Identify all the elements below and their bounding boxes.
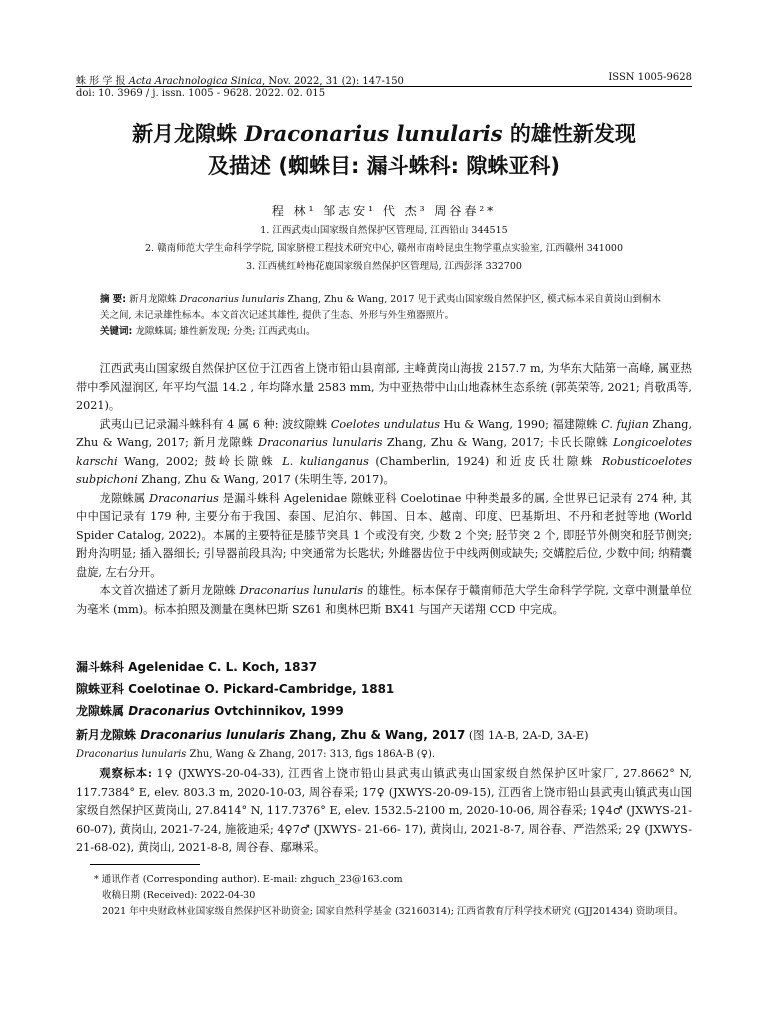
footnote-corresponding: * 通讯作者 (Corresponding author). E-mail: zhguch_23@163.com (94, 874, 403, 885)
header-rule (76, 86, 692, 87)
article-title: 新月龙隙蛛 Draconarius lunularis 的雄性新发现 及描述 (蜘蛛目: 漏斗蛛科: 隙蛛亚科) (132, 121, 636, 178)
paragraph-methods: 本文首次描述了新月龙隙蛛 Draconarius lunularis 的雄性。标本保存于赣南师范大学生命科学学院, 文章中测量单位为毫米 (mm)。标本拍照及测量在奥林巴斯 SZ61 和奥林巴斯 BX41 与国产天诺翔 CCD 中完成。 (76, 584, 692, 616)
footnote-received: 收稿日期 (Received): 2022-04-30 (102, 890, 256, 901)
affiliation-3: 3. 江西桃红岭梅花鹿国家级自然保护区管理局, 江西彭泽 332700 (246, 261, 522, 272)
running-header (76, 72, 692, 87)
material-examined: 观察标本: 1♀ (JXWYS-20-04-33), 江西省上饶市铅山县武夷山镇武夷山国家级自然保护区叶家厂, 27.8662° N, 117.7384° E, elev. 803.3 m, 2020-10-03, 周谷春采; 17♀ (JXWYS-20-09-15), 江西省上饶市铅山县武夷山镇武夷山国家级自然保护区黄岗山, 27.8414° N, 117.7376° E, elev. 1532.5-2100 m, 2020-10-06, 周谷春采; 1♀4♂ (JXWYS-21-60-07), 黄岗山, 2021-7-24, 施筱迪采; 4♀7♂ (JXWYS- 21-66- 17), 黄岗山, 2021-8-7, 周谷春、严浩然采; 2♀ (JXWYS-21-68-02), 黄岗山, 2021-8-8, 周谷春、鄢琳采。 (76, 766, 692, 854)
species-heading: 新月龙隙蛛 Draconarius lunularis Zhang, Zhu & Wang, 2017 (图 1A-B, 2A-D, 3A-E) (76, 728, 589, 742)
genus-heading: 龙隙蛛属 Draconarius Ovtchinnikov, 1999 (76, 704, 344, 718)
authors: 程 林¹ 邹志安¹ 代 杰³ 周谷春²* (271, 204, 497, 218)
synonymy: Draconarius lunularis Zhu, Wang & Zhang, 2017: 313, figs 186A-B (♀). (76, 748, 436, 760)
footnotes (76, 872, 692, 920)
paragraph-species-list: 武夷山已记录漏斗蛛科有 4 属 6 种: 波纹隙蛛 Coelotes undulatus Hu & Wang, 1990; 福建隙蛛 C. fujian Zhang, Zhu & Wang, 2017; 新月龙隙蛛 Draconarius lunularis Zhang, Zhu & Wang, 2017; 卡氏长隙蛛 Longicoelotes karschi Wang, 2002; 鼓岭长隙蛛 L. kulianganus (Chamberlin, 1924) 和近皮氏壮隙蛛 Robusticoelotes subpichoni Zhang, Zhu & Wang, 2017 (朱明生等, 2017)。 (76, 417, 693, 486)
paragraph-intro: 江西武夷山国家级自然保护区位于江西省上饶市铅山县南部, 主峰黄岗山海拔 2157.7 m, 为华东大陆第一高峰, 属亚热带中季风湿润区, 年平均气温 14.2 , 年均降水量 2583 mm, 为中亚热带中山山地森林生态系统 (郭英荣等, 2021; 肖敬禹等, 2021)。 (76, 362, 692, 412)
body-text (76, 360, 692, 619)
subfamily-heading: 隙蛛亚科 Coelotinae O. Pickard-Cambridge, 1881 (76, 682, 395, 696)
issn: ISSN 1005-9628 (608, 72, 692, 83)
affiliation-2: 2. 赣南师范大学生命科学学院, 国家脐橙工程技术研究中心, 赣州市南岭昆虫生物学重点实验室, 江西赣州 341000 (145, 243, 623, 254)
footnote-funding: 2021 年中央财政林业国家级自然保护区补助资金; 国家自然科学基金 (32160314); 江西省教育厅科学技术研究 (GJJ201434) 资助项目。 (102, 906, 684, 917)
journal-citation: 蛛 形 学 报 Acta Arachnologica Sinica, Nov. 2022, 31 (2): 147-150 (76, 76, 404, 87)
species-account (76, 726, 692, 858)
taxonomy-headings (76, 656, 692, 722)
paragraph-genus: 龙隙蛛属 Draconarius 是漏斗蛛科 Agelenidae 隙蛛亚科 Coelotinae 中种类最多的属, 全世界已记录有 274 种, 其中中国记录有 179 种, 主要分布于我国、泰国、尼泊尔、韩国、日本、越南、印度、巴基斯坦、不丹和老挝等地 (World Spider Catalog, 2022)。本属的主要特征是膝节突具 1 个或没有突, 少数 2 个突; 胫节突 2 个, 即胫节外侧突和胫节侧突; 跗舟沟明显; 插入器细长; 引导器前段具沟; 中突通常为长匙状; 外雌器齿位于中线两侧或缺失; 交媾腔后位, 少数中间; 纳精囊盘旋, 左右分开。 (76, 491, 692, 579)
doi: doi: 10. 3969 / j. issn. 1005 - 9628. 2022. 02. 015 (76, 88, 326, 99)
affiliation-1: 1. 江西武夷山国家级自然保护区管理局, 江西铅山 344515 (260, 225, 508, 236)
family-heading: 漏斗蛛科 Agelenidae C. L. Koch, 1837 (76, 660, 318, 674)
abstract: 摘 要: 新月龙隙蛛 Draconarius lunularis Zhang, Zhu & Wang, 2017 见于武夷山国家级自然保护区, 模式标本采自黄岗山到桐木关之间, 未记录雄性标本。本文首次记述其雄性, 提供了生态、外形与外生殖器照片。 关键词: 龙隙蛛属; 雄性新发现; 分类; 江西武夷山。 (100, 294, 662, 337)
footnote-rule (90, 864, 200, 865)
